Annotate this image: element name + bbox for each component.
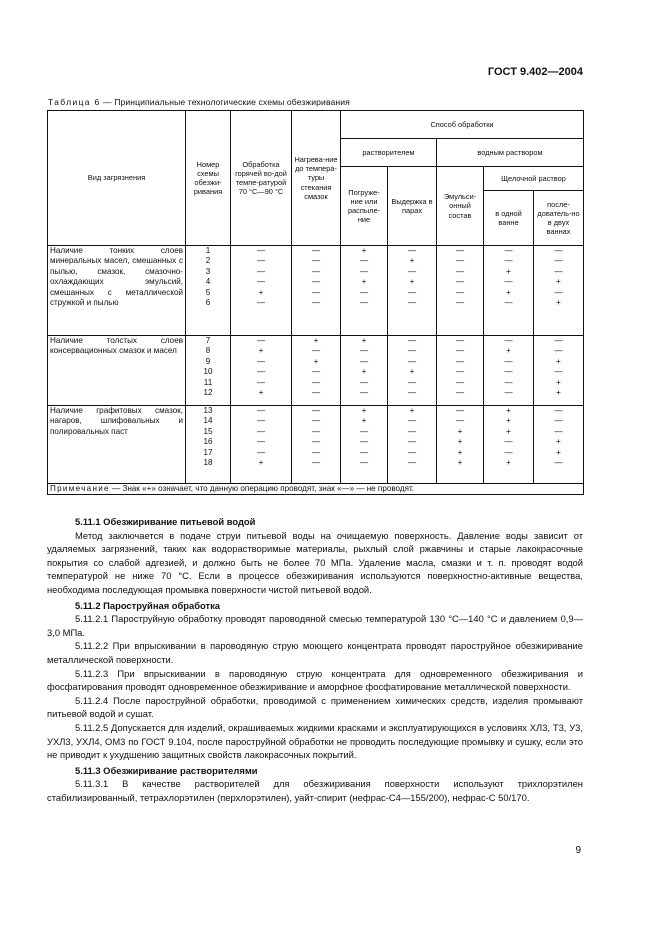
header-alkaline: Щелочной раствор	[484, 167, 584, 191]
operation-mark: —	[554, 367, 563, 377]
operation-mark: +	[506, 458, 511, 468]
operation-mark: —	[311, 287, 321, 297]
operation-mark: +	[361, 277, 367, 287]
operation-mark: —	[311, 298, 321, 308]
operation-mark: —	[311, 256, 321, 266]
operation-mark: —	[407, 246, 417, 255]
operation-mark: —	[554, 458, 563, 468]
paragraph: 5.11.2.2 При впрыскивании в пароводяную струю моющего концентрата проводят пароструйное обезжиривание металлической поверхности.	[47, 640, 583, 665]
scheme-number: 13	[203, 406, 213, 415]
operation-mark: —	[256, 416, 266, 426]
operation-mark: —	[311, 426, 321, 436]
operation-mark: —	[407, 298, 417, 308]
operation-mark: —	[256, 406, 266, 415]
operation-mark: +	[409, 367, 415, 377]
scheme-number: 16	[203, 437, 213, 447]
operation-mark: —	[554, 406, 563, 415]
scheme-number: 15	[203, 426, 213, 436]
operation-mark: —	[256, 256, 266, 266]
cell-immersion	[341, 246, 388, 336]
operation-mark: +	[258, 287, 264, 297]
operation-mark: —	[359, 266, 369, 276]
table-caption-label: Таблица 6	[48, 97, 101, 107]
paragraph: Метод заключается в подаче струи питьевой воды на очищаемую поверхность. Давление воды зависит от удаляемых загрязнений, таких как водорастворимые материалы, рыхлый слой ржавчины и старые лакокрасочные покрытия со слабой адгезией, и должно быть не более 70 МПа. Удаление масла, смазки и т. п. проводят водой температурой не ниже 70 °С. Если в процессе обезжиривания используются поверхностно-активные вещества, необходима последующая промывка поверхности чистой питьевой водой.	[47, 529, 583, 595]
operation-mark: —	[407, 356, 417, 366]
operation-mark: +	[258, 388, 264, 398]
header-heating: Нагрева-ние до темпера-туры стекания смазок	[292, 111, 341, 246]
operation-mark: +	[258, 346, 264, 356]
scheme-number: 2	[205, 256, 211, 266]
operation-mark: —	[311, 458, 321, 468]
operation-mark: —	[455, 406, 465, 415]
cell-hot-water	[231, 246, 292, 336]
operation-mark: —	[359, 256, 369, 266]
operation-mark: —	[311, 346, 321, 356]
operation-mark: —	[256, 298, 266, 308]
header-kind: Вид загрязнения	[48, 111, 186, 246]
operation-mark: —	[504, 447, 513, 457]
operation-mark: —	[455, 336, 465, 345]
header-emulsion: Эмульси-онный состав	[437, 167, 484, 246]
operation-mark: —	[256, 336, 266, 345]
operation-mark: —	[455, 246, 465, 255]
operation-mark: +	[457, 458, 463, 468]
operation-mark: —	[359, 287, 369, 297]
table-row	[48, 246, 584, 336]
cell-heating	[292, 246, 341, 336]
operation-mark: —	[504, 437, 513, 447]
operation-mark: —	[554, 256, 563, 266]
scheme-number: 11	[203, 377, 213, 387]
table-note	[48, 484, 584, 495]
operation-mark: +	[361, 336, 367, 345]
header-one-bath: в одной ванне	[484, 191, 534, 246]
table-row	[48, 406, 584, 484]
operation-mark: +	[556, 447, 561, 457]
cell-vapor	[388, 246, 437, 336]
operation-mark: —	[504, 277, 513, 287]
header-scheme-number: Номер схемы обезжи-ривания	[186, 111, 231, 246]
operation-mark: —	[455, 367, 465, 377]
operation-mark: —	[407, 416, 417, 426]
operation-mark: —	[504, 377, 513, 387]
cell-two-baths	[534, 246, 584, 336]
operation-mark: —	[455, 287, 465, 297]
operation-mark: —	[455, 416, 465, 426]
operation-mark: +	[506, 426, 511, 436]
operation-mark: —	[359, 377, 369, 387]
scheme-number: 12	[203, 388, 213, 398]
operation-mark: —	[311, 367, 321, 377]
paragraph: 5.11.2.5 Допускается для изделий, окрашиваемых жидкими красками и эксплуатирующихся в условиях ХЛ3, Т3, У3, УХЛ3, УХЛ4, ОМ3 по ГОСТ 9.104, после пароструйной обработки не проводить последующие промывку и сушку, если это не приводит к ухудшению защитных свойств лакокрасочных покрытий.	[47, 721, 583, 761]
operation-mark: —	[504, 298, 513, 308]
operation-mark: —	[256, 437, 266, 447]
scheme-number: 8	[205, 346, 211, 356]
degreasing-schemes-table	[47, 110, 584, 495]
operation-mark: +	[556, 298, 561, 308]
operation-mark: —	[504, 256, 513, 266]
operation-mark: +	[506, 266, 511, 276]
operation-mark: —	[407, 346, 417, 356]
operation-mark: +	[409, 256, 415, 266]
operation-mark: —	[311, 246, 321, 255]
contamination-kind: Наличие графитовых смазок, нагаров, шлифовальных и полировальных паст	[48, 406, 186, 484]
cell-vapor	[388, 336, 437, 406]
operation-mark: —	[504, 246, 513, 255]
operation-mark: —	[407, 287, 417, 297]
cell-immersion	[341, 336, 388, 406]
operation-mark: —	[554, 426, 563, 436]
scheme-number: 10	[203, 367, 213, 377]
header-vapor: Выдержка в парах	[388, 167, 437, 246]
header-immersion: Погруже-ние или распыле-ние	[341, 167, 388, 246]
scheme-number: 14	[203, 416, 213, 426]
operation-mark: —	[359, 298, 369, 308]
cell-hot-water	[231, 336, 292, 406]
operation-mark: —	[256, 447, 266, 457]
operation-mark: —	[455, 356, 465, 366]
scheme-number: 17	[203, 447, 213, 457]
operation-mark: +	[258, 458, 264, 468]
header-solvent: растворителем	[341, 139, 437, 167]
operation-mark: —	[504, 356, 513, 366]
cell-one-bath	[484, 406, 534, 484]
operation-mark: —	[407, 336, 417, 345]
operation-mark: —	[256, 367, 266, 377]
operation-mark: —	[554, 287, 563, 297]
operation-mark: —	[554, 346, 563, 356]
operation-mark: —	[311, 416, 321, 426]
operation-mark: +	[409, 277, 415, 287]
operation-mark: —	[311, 406, 321, 415]
cell-immersion	[341, 406, 388, 484]
operation-mark: +	[361, 367, 367, 377]
cell-nums	[186, 246, 231, 336]
operation-mark: —	[554, 336, 563, 345]
header-water-solution: водным раствором	[437, 139, 584, 167]
cell-heating	[292, 406, 341, 484]
body-text	[47, 513, 583, 804]
scheme-number: 4	[205, 277, 211, 287]
operation-mark: —	[359, 447, 369, 457]
operation-mark: —	[407, 447, 417, 457]
operation-mark: +	[506, 346, 511, 356]
section-heading: 5.11.3 Обезжиривание растворителями	[75, 764, 258, 776]
cell-vapor	[388, 406, 437, 484]
operation-mark: —	[359, 356, 369, 366]
cell-emulsion	[437, 246, 484, 336]
paragraph: 5.11.3.1 В качестве растворителей для обезжиривания поверхности используют трихлорэтилен стабилизированный, тетрахлорэтилен (перхлорэтилен), уайт-спирит (нефрас-С4—155/200), нефрас-С 50/170.	[47, 778, 583, 803]
paragraph: 5.11.2.1 Пароструйную обработку проводят пароводяной смесью температурой 130 °С—140 °С и давлением 0,9—3,0 МПа.	[47, 613, 583, 638]
operation-mark: —	[407, 426, 417, 436]
operation-mark: +	[556, 277, 561, 287]
operation-mark: —	[554, 416, 563, 426]
document-header: ГОСТ 9.402—2004	[487, 66, 583, 78]
operation-mark: —	[504, 367, 513, 377]
cell-nums	[186, 336, 231, 406]
operation-mark: —	[359, 388, 369, 398]
table-caption-text: — Принципиальные технологические схемы обезжиривания	[100, 97, 350, 107]
operation-mark: +	[361, 416, 367, 426]
cell-one-bath	[484, 336, 534, 406]
operation-mark: +	[313, 336, 319, 345]
operation-mark: +	[361, 406, 367, 415]
cell-nums	[186, 406, 231, 484]
scheme-number: 1	[205, 246, 211, 255]
operation-mark: —	[504, 336, 513, 345]
header-two-baths: после-дователь-но в двух ваннах	[534, 191, 584, 246]
operation-mark: —	[455, 388, 465, 398]
cell-hot-water	[231, 406, 292, 484]
section-heading: 5.11.1 Обезжиривание питьевой водой	[75, 516, 256, 527]
paragraph: 5.11.2.3 При впрыскивании в пароводяную струю концентрата для одновременного обезжиривания и фосфатирования проводят одновременное обезжиривание и аморфное фосфатирование металлической поверхности.	[47, 667, 583, 693]
page-number: 9	[575, 845, 581, 856]
operation-mark: —	[554, 246, 563, 255]
scheme-number: 6	[205, 298, 211, 308]
operation-mark: —	[256, 377, 266, 387]
operation-mark: —	[311, 388, 321, 398]
operation-mark: —	[455, 346, 465, 356]
operation-mark: —	[256, 246, 266, 255]
cell-emulsion	[437, 336, 484, 406]
operation-mark: —	[504, 388, 513, 398]
cell-one-bath	[484, 246, 534, 336]
operation-mark: +	[457, 437, 463, 447]
cell-two-baths	[534, 406, 584, 484]
header-hot-water: Обработка горячей во-дой темпе-ратурой 70 °С—90 °С	[231, 111, 292, 246]
operation-mark: +	[409, 406, 415, 415]
section-heading: 5.11.2 Пароструйная обработка	[75, 599, 221, 611]
cell-heating	[292, 336, 341, 406]
scheme-number: 3	[205, 266, 211, 276]
scheme-number: 5	[205, 287, 211, 297]
operation-mark: —	[407, 266, 417, 276]
operation-mark: —	[256, 277, 266, 287]
operation-mark: —	[256, 426, 266, 436]
operation-mark: —	[407, 388, 417, 398]
contamination-kind: Наличие толстых слоев консервационных смазок и масел	[48, 336, 186, 406]
cell-two-baths	[534, 336, 584, 406]
scheme-number: 9	[205, 356, 211, 366]
operation-mark: +	[556, 377, 561, 387]
operation-mark: —	[256, 266, 266, 276]
operation-mark: —	[455, 256, 465, 266]
operation-mark: —	[455, 266, 465, 276]
paragraph: 5.11.2.4 После пароструйной обработки, проводимой с применением химических средств, изделия промывают питьевой водой и сушат.	[47, 694, 583, 720]
scheme-number: 18	[203, 458, 213, 468]
operation-mark: —	[311, 447, 321, 457]
operation-mark: +	[457, 447, 463, 457]
operation-mark: —	[359, 458, 369, 468]
header-method: Способ обработки	[341, 111, 584, 139]
table-note-text: — Знак «+» означает, что данную операцию проводят, знак «—» — не проводят.	[109, 484, 415, 493]
operation-mark: —	[554, 266, 563, 276]
operation-mark: +	[556, 356, 561, 366]
operation-mark: +	[313, 356, 319, 366]
operation-mark: —	[359, 437, 369, 447]
cell-emulsion	[437, 406, 484, 484]
operation-mark: +	[457, 426, 463, 436]
table-caption	[48, 97, 350, 107]
operation-mark: —	[407, 377, 417, 387]
operation-mark: —	[455, 377, 465, 387]
scheme-number: 7	[205, 336, 211, 345]
operation-mark: +	[556, 388, 561, 398]
table-note-label: Примечание	[50, 484, 110, 493]
operation-mark: +	[506, 416, 511, 426]
operation-mark: —	[311, 377, 321, 387]
operation-mark: —	[311, 266, 321, 276]
operation-mark: +	[556, 437, 561, 447]
operation-mark: —	[407, 437, 417, 447]
contamination-kind: Наличие тонких слоев минеральных масел, смешанных с пылью, смазок, смазочно-охлаждающих эмульсий, смешанных с металлической стружкой и пылью	[48, 246, 186, 336]
operation-mark: —	[455, 298, 465, 308]
table-row	[48, 336, 584, 406]
operation-mark: —	[407, 458, 417, 468]
operation-mark: —	[455, 277, 465, 287]
operation-mark: —	[311, 277, 321, 287]
operation-mark: —	[311, 437, 321, 447]
operation-mark: —	[359, 426, 369, 436]
operation-mark: —	[359, 346, 369, 356]
operation-mark: +	[506, 287, 511, 297]
operation-mark: —	[256, 356, 266, 366]
operation-mark: +	[361, 246, 367, 255]
operation-mark: +	[506, 406, 511, 415]
